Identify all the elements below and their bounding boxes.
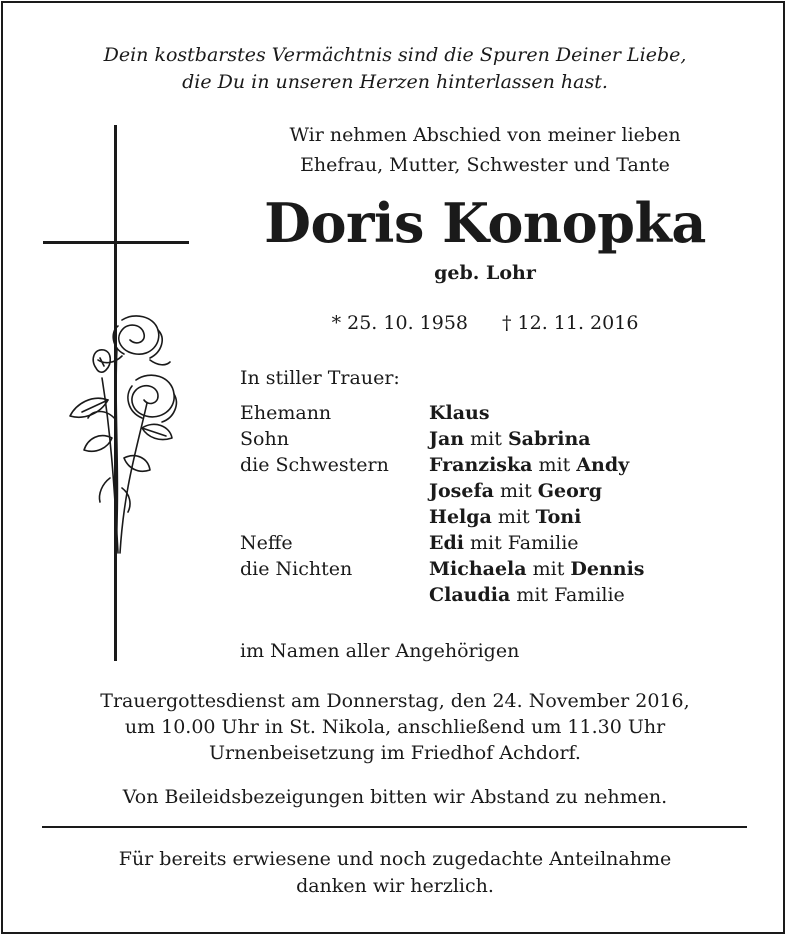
- mourner-relation: die Schwestern: [240, 454, 389, 476]
- mourner-names: [429, 530, 579, 556]
- mourner-names: [429, 452, 629, 478]
- mourner-name: Toni: [535, 506, 582, 528]
- mourner-row: [240, 582, 644, 608]
- mourner-name: Andy: [576, 454, 630, 476]
- mourner-connector: mit: [532, 454, 577, 476]
- service-line-1: Trauergottesdienst am Donnerstag, den 24. November 2016,: [100, 690, 690, 712]
- mourner-name: Edi: [429, 532, 464, 554]
- mourner-relation: Neffe: [240, 532, 293, 554]
- mourner-row: [240, 426, 644, 452]
- mourner-names: [429, 400, 490, 426]
- mourner-name: Helga: [429, 506, 492, 528]
- mourner-relation: Ehemann: [240, 402, 332, 424]
- mourning-label: In stiller Trauer:: [240, 367, 400, 389]
- intro-line-2: Ehefrau, Mutter, Schwester und Tante: [300, 154, 670, 176]
- mourner-relation: Sohn: [240, 428, 289, 450]
- service-line-3: Urnenbeisetzung im Friedhof Achdorf.: [209, 742, 581, 764]
- mourner-connector: mit Familie: [464, 532, 579, 554]
- mourner-connector: mit: [493, 480, 538, 502]
- mourners-list: [240, 400, 644, 608]
- intro-text: [240, 120, 730, 180]
- mourner-row: [240, 556, 644, 582]
- service-line-2: um 10.00 Uhr in St. Nikola, anschließend um 11.30 Uhr: [124, 716, 666, 738]
- divider: [42, 826, 747, 828]
- closing-line: im Namen aller Angehörigen: [240, 640, 520, 662]
- mourner-name: Michaela: [429, 558, 527, 580]
- condolence-note: Von Beileidsbezeigungen bitten wir Abstand zu nehmen.: [122, 786, 668, 808]
- mourner-connector: mit Familie: [510, 584, 625, 606]
- cross-horizontal-beam: [43, 241, 189, 244]
- mourner-names: [429, 426, 591, 452]
- mourner-relation: [240, 504, 429, 530]
- mourner-name: Georg: [537, 480, 603, 502]
- mourner-name: Sabrina: [507, 428, 591, 450]
- mourner-connector: mit: [491, 506, 536, 528]
- mourner-name: Dennis: [570, 558, 645, 580]
- mourner-relation: [240, 478, 429, 504]
- mourner-name: Franziska: [429, 454, 533, 476]
- mourner-row: [240, 400, 644, 426]
- mourner-names: [429, 478, 602, 504]
- mourner-names: [429, 504, 581, 530]
- mourner-name: Jan: [429, 428, 465, 450]
- mourner-row: [240, 530, 644, 556]
- thanks-line-2: danken wir herzlich.: [296, 875, 494, 897]
- mourner-names: [429, 582, 625, 608]
- mourner-row: [240, 504, 644, 530]
- birth-date: * 25. 10. 1958: [331, 312, 468, 334]
- motto-line-2: die Du in unseren Herzen hinterlassen hast.: [182, 71, 608, 93]
- mourner-name: Klaus: [429, 402, 490, 424]
- mourner-name: Claudia: [429, 584, 511, 606]
- roses-icon: [62, 308, 182, 558]
- deceased-name: Doris Konopka: [264, 191, 706, 255]
- motto-line-1: Dein kostbarstes Vermächtnis sind die Spuren Deiner Liebe,: [103, 44, 687, 66]
- mourner-relation: [240, 582, 429, 608]
- motto-quote: [0, 42, 790, 96]
- life-dates: [240, 312, 730, 334]
- mourner-relation: die Nichten: [240, 558, 353, 580]
- mourner-name: Josefa: [429, 480, 494, 502]
- thanks-line-1: Für bereits erwiesene und noch zugedachte Anteilnahme: [118, 848, 672, 870]
- service-notice: [0, 688, 790, 766]
- mourner-names: [429, 556, 644, 582]
- mourner-connector: mit: [526, 558, 571, 580]
- intro-line-1: Wir nehmen Abschied von meiner lieben: [289, 124, 681, 146]
- mourner-row: [240, 452, 644, 478]
- death-date: † 12. 11. 2016: [502, 312, 639, 334]
- thanks-note: [0, 846, 790, 900]
- maiden-name: geb. Lohr: [434, 262, 536, 284]
- mourner-row: [240, 478, 644, 504]
- mourner-connector: mit: [464, 428, 508, 450]
